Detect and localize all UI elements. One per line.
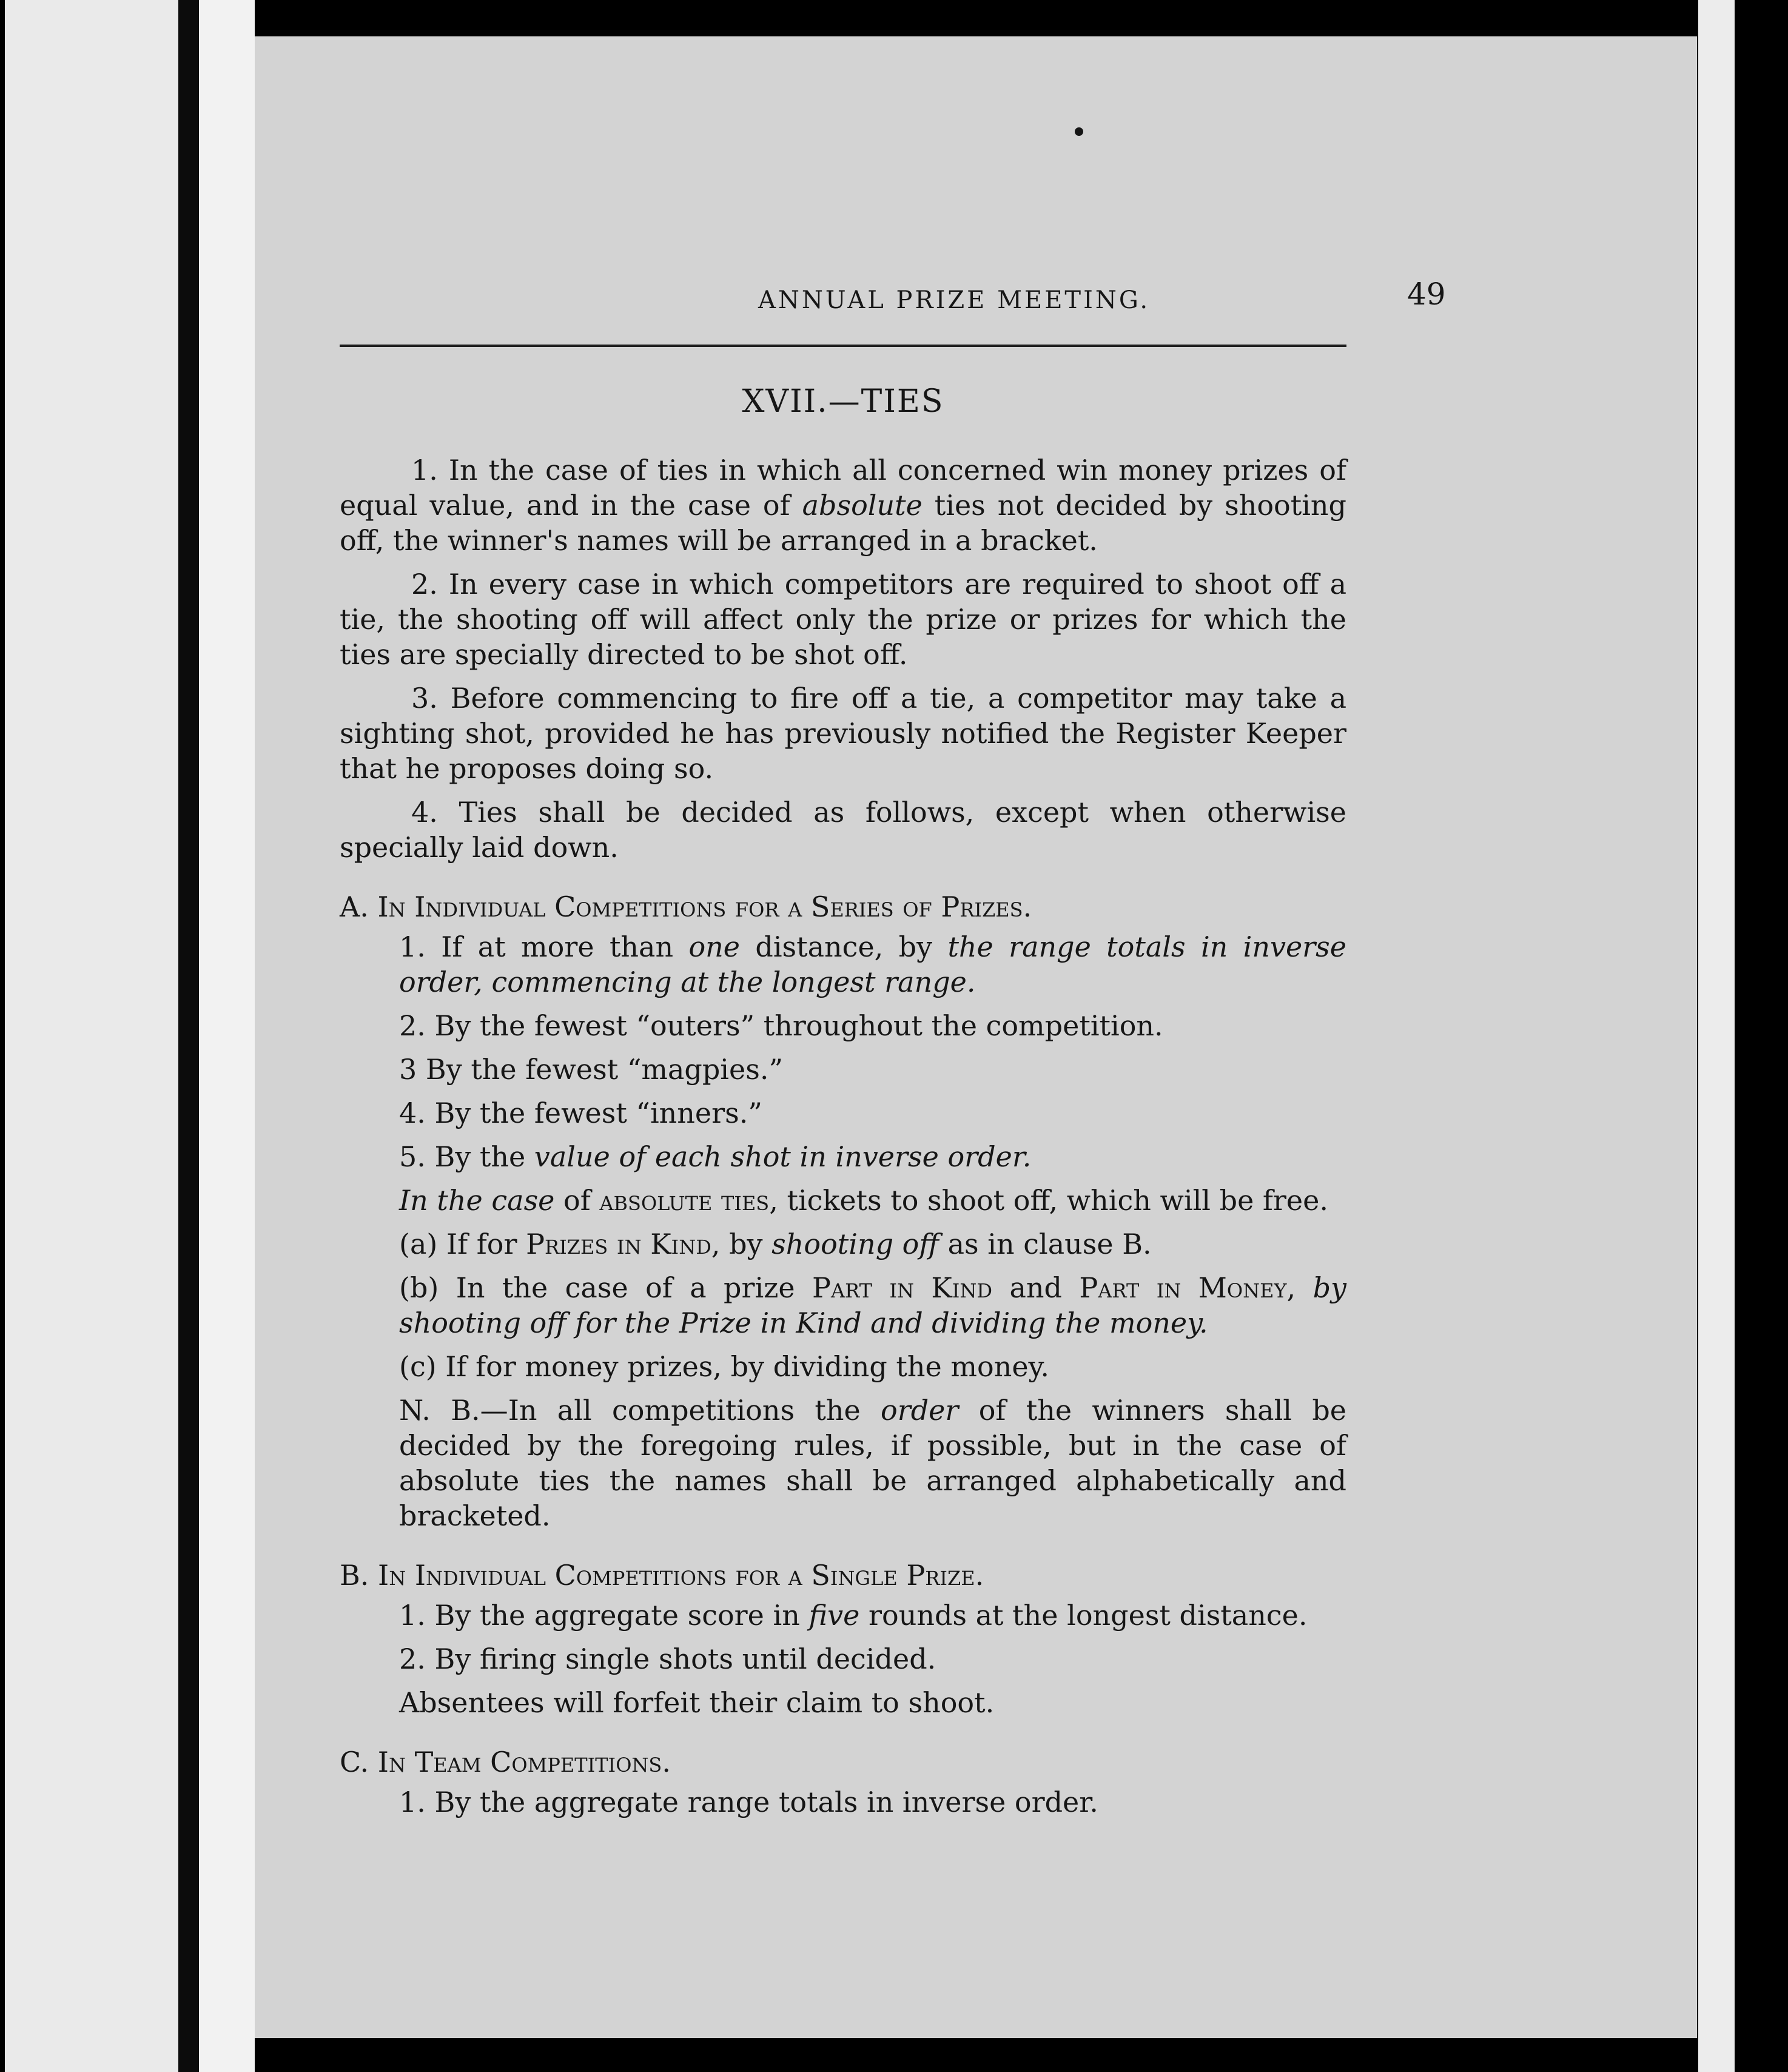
section-a-sub-a: (a) If for Prizes in Kind, by shooting off as in clause B. — [399, 1228, 1152, 1260]
section-a-item-2: 2. By the fewest “outers” throughout the competition. — [399, 1009, 1163, 1042]
section-b-heading: B. In Individual Competitions for a Single Prize. — [340, 1559, 984, 1592]
page-content — [340, 36, 1486, 2038]
section-a-sub-b: (b) In the case of a prize Part in Kind and Part in Money, by shooting off for the Prize in Kind and dividing the money. — [399, 1271, 1347, 1339]
section-b-item-2: 2. By firing single shots until decided. — [399, 1643, 936, 1675]
clause-4: 4. Ties shall be decided as follows, except when otherwise specially laid down. — [340, 796, 1347, 864]
section-a-item-3: 3 By the fewest “magpies.” — [399, 1053, 783, 1086]
ink-speck — [1075, 127, 1083, 136]
section-a-sub-c: (c) If for money prizes, by dividing the money. — [399, 1350, 1050, 1383]
section-c-item-1: 1. By the aggregate range totals in inverse order. — [399, 1786, 1098, 1818]
page-edge-right — [1698, 0, 1735, 2072]
nota-bene: N. B.—In all competitions the order of the winners shall be decided by the foregoing rules, if possible, but in the case of absolute ties the names shall be arranged alphabetically and bracketed. — [399, 1394, 1346, 1532]
section-b-item-1: 1. By the aggregate score in five rounds at the longest distance. — [399, 1599, 1308, 1632]
book-page — [255, 36, 1697, 2038]
header-rule — [340, 345, 1346, 347]
clause-1: 1. In the case of ties in which all concerned win money prizes of equal value, and in the case of absolute ties not decided by shooting off, the winner's names will be arranged in a bracket. — [340, 454, 1346, 557]
clause-number: 4. — [411, 796, 438, 829]
running-title: ANNUAL PRIZE MEETING. — [758, 286, 1151, 314]
absolute-ties-note: In the case of absolute ties, tickets to shoot off, which will be free. — [399, 1184, 1328, 1217]
section-a-item-5: 5. By the value of each shot in inverse order. — [399, 1140, 1032, 1173]
section-a-item-1: 1. If at more than one distance, by the range totals in inverse order, commencing at the longest range. — [399, 930, 1347, 998]
clause-number: 3. — [411, 682, 438, 715]
section-a-heading: A. In Individual Competitions for a Series of Prizes. — [340, 890, 1032, 923]
section-title: XVII.—TIES — [742, 383, 944, 420]
page-edge — [199, 0, 255, 2072]
section-c-heading: C. In Team Competitions. — [340, 1746, 671, 1778]
clause-3: 3. Before commencing to fire off a tie, a competitor may take a sighting shot, provided he has previously notified the Register Keeper that he proposes doing so. — [340, 682, 1346, 785]
facing-blank-page — [5, 0, 178, 2072]
absentees-note: Absentees will forfeit their claim to shoot. — [399, 1686, 995, 1719]
clause-number: 2. — [411, 568, 438, 600]
section-a-item-4: 4. By the fewest “inners.” — [399, 1097, 762, 1129]
page-number: 49 — [1407, 277, 1446, 312]
section-body — [340, 452, 1346, 1828]
book-gutter — [178, 0, 199, 2072]
clause-2: 2. In every case in which competitors are required to shoot off a tie, the shooting off will affect only the prize or prizes for which the ties are specially directed to be shot off. — [340, 568, 1346, 671]
running-header — [340, 272, 1453, 320]
clause-number: 1. — [411, 454, 438, 486]
